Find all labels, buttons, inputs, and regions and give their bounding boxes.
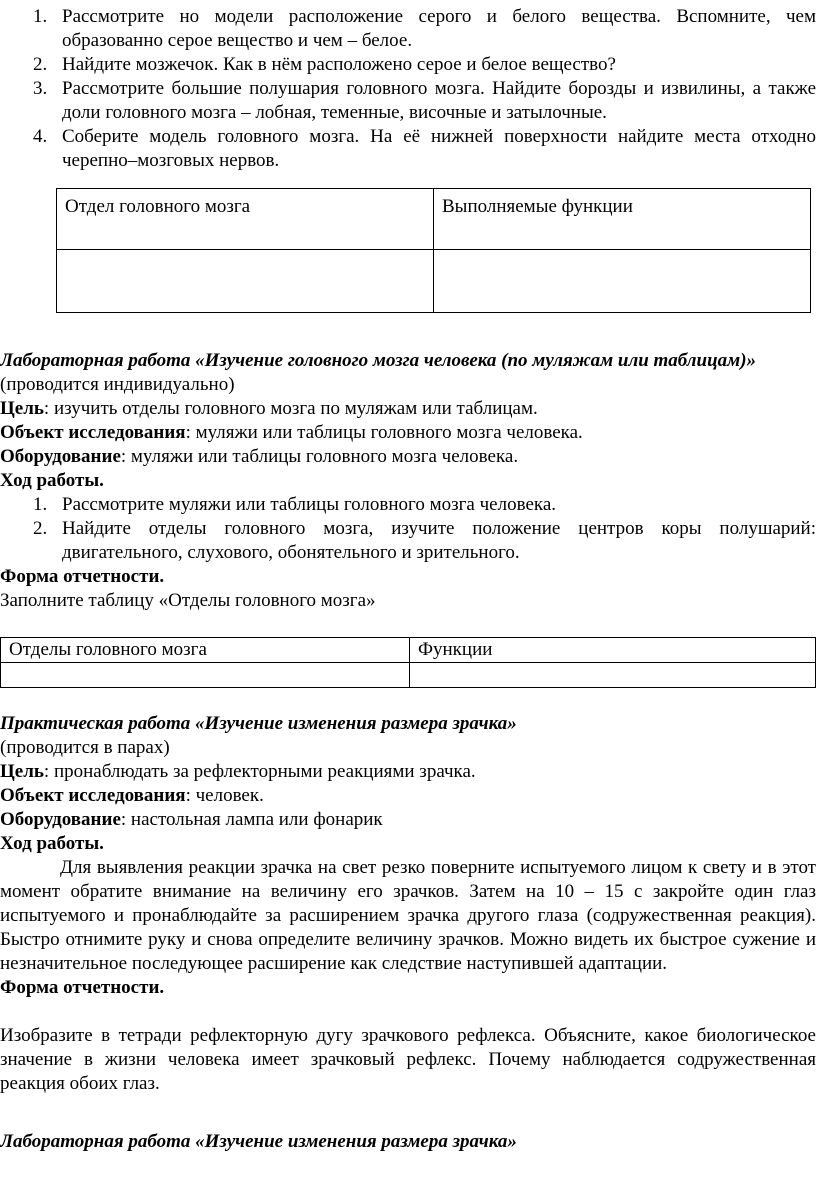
practical-section-pupil bbox=[0, 712, 816, 1154]
report-heading: Форма отчетности. bbox=[0, 566, 165, 587]
goal-line: Цель: изучить отделы головного мозга по муляжам или таблицам. bbox=[0, 398, 538, 419]
table-header-cell: Отделы головного мозга bbox=[1, 638, 410, 663]
list-item: 1. Рассмотрите муляжи или таблицы головного мозга человека. bbox=[33, 494, 556, 515]
table-header-cell: Отдел головного мозга bbox=[57, 189, 434, 250]
list-item: 1. Рассмотрите но модели расположение серого и белого вещества. Вспомните, чем образованно серое вещество и чем – белое. bbox=[33, 6, 816, 51]
list-item: 4. Соберите модель головного мозга. На её нижней поверхности найдите места отходно черепно–мозговых нервов. bbox=[33, 126, 816, 171]
list-item: 3. Рассмотрите большие полушария головного мозга. Найдите борозды и извилины, а также доли головного мозга – лобная, теменные, височные и затылочные. bbox=[33, 78, 816, 123]
table-cell[interactable] bbox=[1, 663, 410, 688]
section-mode: (проводится в парах) bbox=[0, 737, 170, 758]
section-title: Лабораторная работа «Изучение головного мозга человека (по муляжам или таблицам)» bbox=[0, 350, 757, 371]
progress-heading: Ход работы. bbox=[0, 833, 104, 854]
section-title: Лабораторная работа «Изучение изменения размера зрачка» bbox=[0, 1131, 517, 1152]
list-item: 2. Найдите отделы головного мозга, изучите положение центров коры полушарий: двигательного, слухового, обонятельного и зрительного. bbox=[33, 518, 816, 563]
report-text: Изобразите в тетради рефлекторную дугу зрачкового рефлекса. Объясните, какое биологическое значение в жизни человека имеет зрачковый рефлекс. Почему наблюдается содружественная реакция обоих глаз. bbox=[0, 1025, 816, 1094]
spacer bbox=[0, 1000, 816, 1024]
table-row bbox=[57, 250, 811, 313]
table-row bbox=[1, 663, 816, 688]
table-header-cell: Выполняемые функции bbox=[434, 189, 811, 250]
equipment-line: Оборудование: настольная лампа или фонарик bbox=[0, 809, 383, 830]
section-mode: (проводится индивидуально) bbox=[0, 374, 235, 395]
table-cell[interactable] bbox=[434, 250, 811, 313]
report-heading: Форма отчетности. bbox=[0, 977, 165, 998]
table-cell[interactable] bbox=[57, 250, 434, 313]
table-cell[interactable] bbox=[410, 663, 816, 688]
brain-sections-table bbox=[0, 637, 816, 688]
report-text: Заполните таблицу «Отделы головного мозга» bbox=[0, 590, 376, 611]
list-item: 2. Найдите мозжечок. Как в нём расположено серое и белое вещество? bbox=[33, 54, 616, 75]
section-title: Практическая работа «Изучение изменения размера зрачка» bbox=[0, 713, 517, 734]
table-row bbox=[1, 638, 816, 663]
brain-function-table bbox=[56, 188, 811, 313]
lab-section-brain bbox=[0, 349, 816, 613]
lab-steps-list bbox=[0, 493, 816, 565]
table-row bbox=[57, 189, 811, 250]
object-line: Объект исследования: муляжи или таблицы головного мозга человека. bbox=[0, 422, 583, 443]
progress-heading: Ход работы. bbox=[0, 470, 104, 491]
progress-text: Для выявления реакции зрачка на свет резко поверните испытуемого лицом к свету и в этот момент обратите внимание на величину его зрачков. Затем на 10 – 15 с закройте один глаз испытуемого и пронаблюдайте за расширением зрачка другого глаза (содружественная реакция). Быстро отнимите руку и снова определите величину зрачков. Можно видеть их быстрое сужение и незначительное последующее расширение как следствие наступившей адаптации. bbox=[0, 857, 816, 974]
spacer bbox=[0, 1096, 816, 1120]
equipment-line: Оборудование: муляжи или таблицы головного мозга человека. bbox=[0, 446, 519, 467]
table-header-cell: Функции bbox=[410, 638, 816, 663]
object-line: Объект исследования: человек. bbox=[0, 785, 264, 806]
goal-line: Цель: пронаблюдать за рефлекторными реакциями зрачка. bbox=[0, 761, 476, 782]
model-steps-list bbox=[0, 5, 816, 173]
